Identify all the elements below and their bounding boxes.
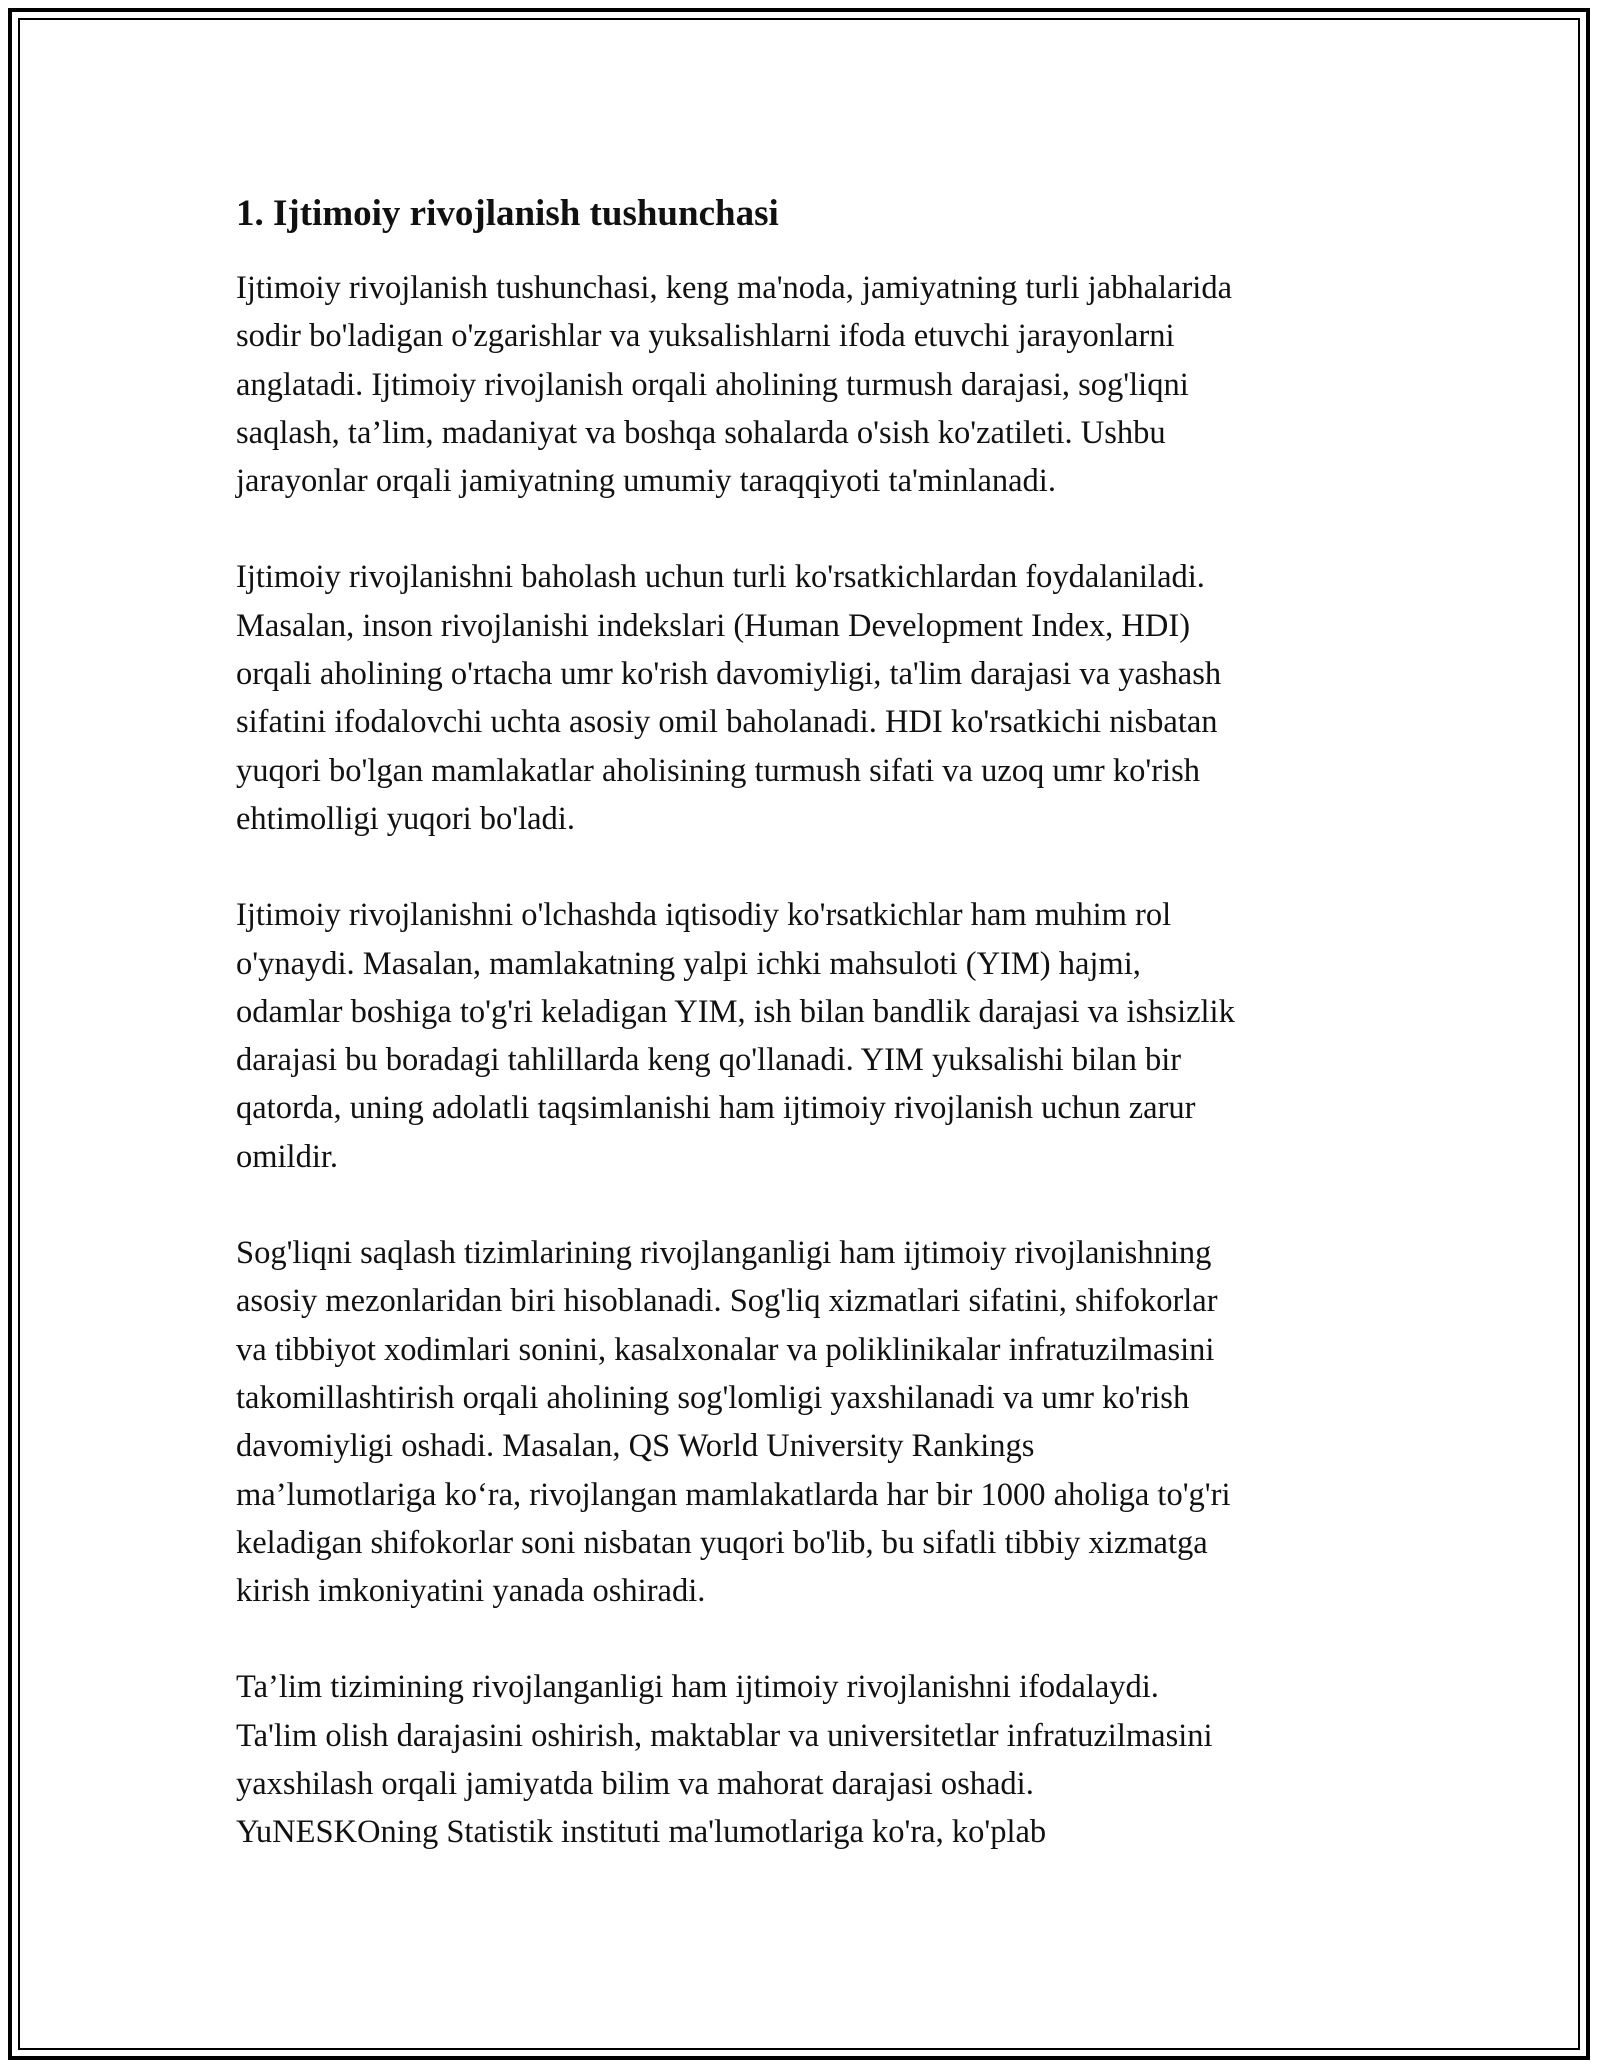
paragraph-line: yuqori bo'lgan mamlakatlar aholisining turmush sifati va uzoq umr ko'rish [236,752,1200,789]
paragraph-line: YuNESKOning Statistik instituti ma'lumotlariga ko'ra, ko'plab [236,1814,1047,1851]
paragraph-line: ehtimolligi yuqori bo'ladi. [236,800,575,837]
paragraph-line: jarayonlar orqali jamiyatning umumiy taraqqiyoti ta'minlanadi. [236,463,1056,500]
paragraph-education [236,1663,1376,1856]
paragraph-line: Ijtimoiy rivojlanishni o'lchashda iqtisodiy ko'rsatkichlar ham muhim rol [236,897,1172,934]
paragraph-line: yaxshilash orqali jamiyatda bilim va mahorat darajasi oshadi. [236,1766,1034,1803]
paragraph-line: omildir. [236,1138,339,1175]
paragraph-line: asosiy mezonlaridan biri hisoblanadi. Sog'liq xizmatlari sifatini, shifokorlar [236,1283,1218,1320]
paragraph-line: odamlar boshiga to'g'ri keladigan YIM, ish bilan bandlik darajasi va ishsizlik [236,993,1235,1030]
paragraph-line: Sog'liqni saqlash tizimlarining rivojlanganligi ham ijtimoiy rivojlanishning [236,1235,1212,1272]
section-heading: 1. Ijtimoiy rivojlanish tushunchasi [236,193,779,234]
paragraph-line: anglatadi. Ijtimoiy rivojlanish orqali aholining turmush darajasi, sog'liqni [236,366,1189,403]
paragraph-line: Masalan, inson rivojlanishi indekslari (Human Development Index, HDI) [236,607,1191,644]
paragraph-line: ma’lumotlariga ko‘ra, rivojlangan mamlakatlarda har bir 1000 aholiga to'g'ri [236,1476,1231,1513]
paragraph-line: saqlash, ta’lim, madaniyat va boshqa sohalarda o'sish ko'zatileti. Ushbu [236,414,1166,451]
paragraph-line: va tibbiyot xodimlari sonini, kasalxonalar va poliklinikalar infratuzilmasini [236,1331,1215,1368]
paragraph-line: darajasi bu boradagi tahlillarda keng qo'llanadi. YIM yuksalishi bilan bir [236,1042,1182,1079]
paragraph-line: Ta'lim olish darajasini oshirish, maktablar va universitetlar infratuzilmasini [236,1717,1213,1754]
paragraph-line: orqali aholining o'rtacha umr ko'rish davomiyligi, ta'lim darajasi va yashash [236,656,1222,693]
paragraph-hdi [236,553,1376,843]
paragraph-line: Ta’lim tizimining rivojlanganligi ham ijtimoiy rivojlanishni ifodalaydi. [236,1669,1159,1706]
paragraph-line: sifatini ifodalovchi uchta asosiy omil baholanadi. HDI ko'rsatkichi nisbatan [236,704,1218,741]
paragraph-economic-indicators [236,891,1376,1181]
paragraph-line: Ijtimoiy rivojlanishni baholash uchun turli ko'rsatkichlardan foydalaniladi. [236,559,1205,596]
paragraph-line: keladigan shifokorlar soni nisbatan yuqori bo'lib, bu sifatli tibbiy xizmatga [236,1524,1208,1561]
paragraph-line: kirish imkoniyatini yanada oshiradi. [236,1573,706,1610]
paragraph-line: o'ynaydi. Masalan, mamlakatning yalpi ichki mahsuloti (YIM) hajmi, [236,945,1141,982]
paragraph-definition [236,264,1376,505]
paragraph-line: davomiyligi oshadi. Masalan, QS World University Rankings [236,1428,1035,1465]
paragraph-line: qatorda, uning adolatli taqsimlanishi ham ijtimoiy rivojlanish uchun zarur [236,1090,1196,1127]
paragraph-line: Ijtimoiy rivojlanish tushunchasi, keng ma'noda, jamiyatning turli jabhalarida [236,270,1232,306]
paragraph-line: takomillashtirish orqali aholining sog'lomligi yaxshilanadi va umr ko'rish [236,1379,1190,1416]
paragraph-healthcare [236,1229,1376,1615]
document-body [236,186,1376,1905]
paragraph-line: sodir bo'ladigan o'zgarishlar va yuksalishlarni ifoda etuvchi jarayonlarni [236,318,1175,355]
